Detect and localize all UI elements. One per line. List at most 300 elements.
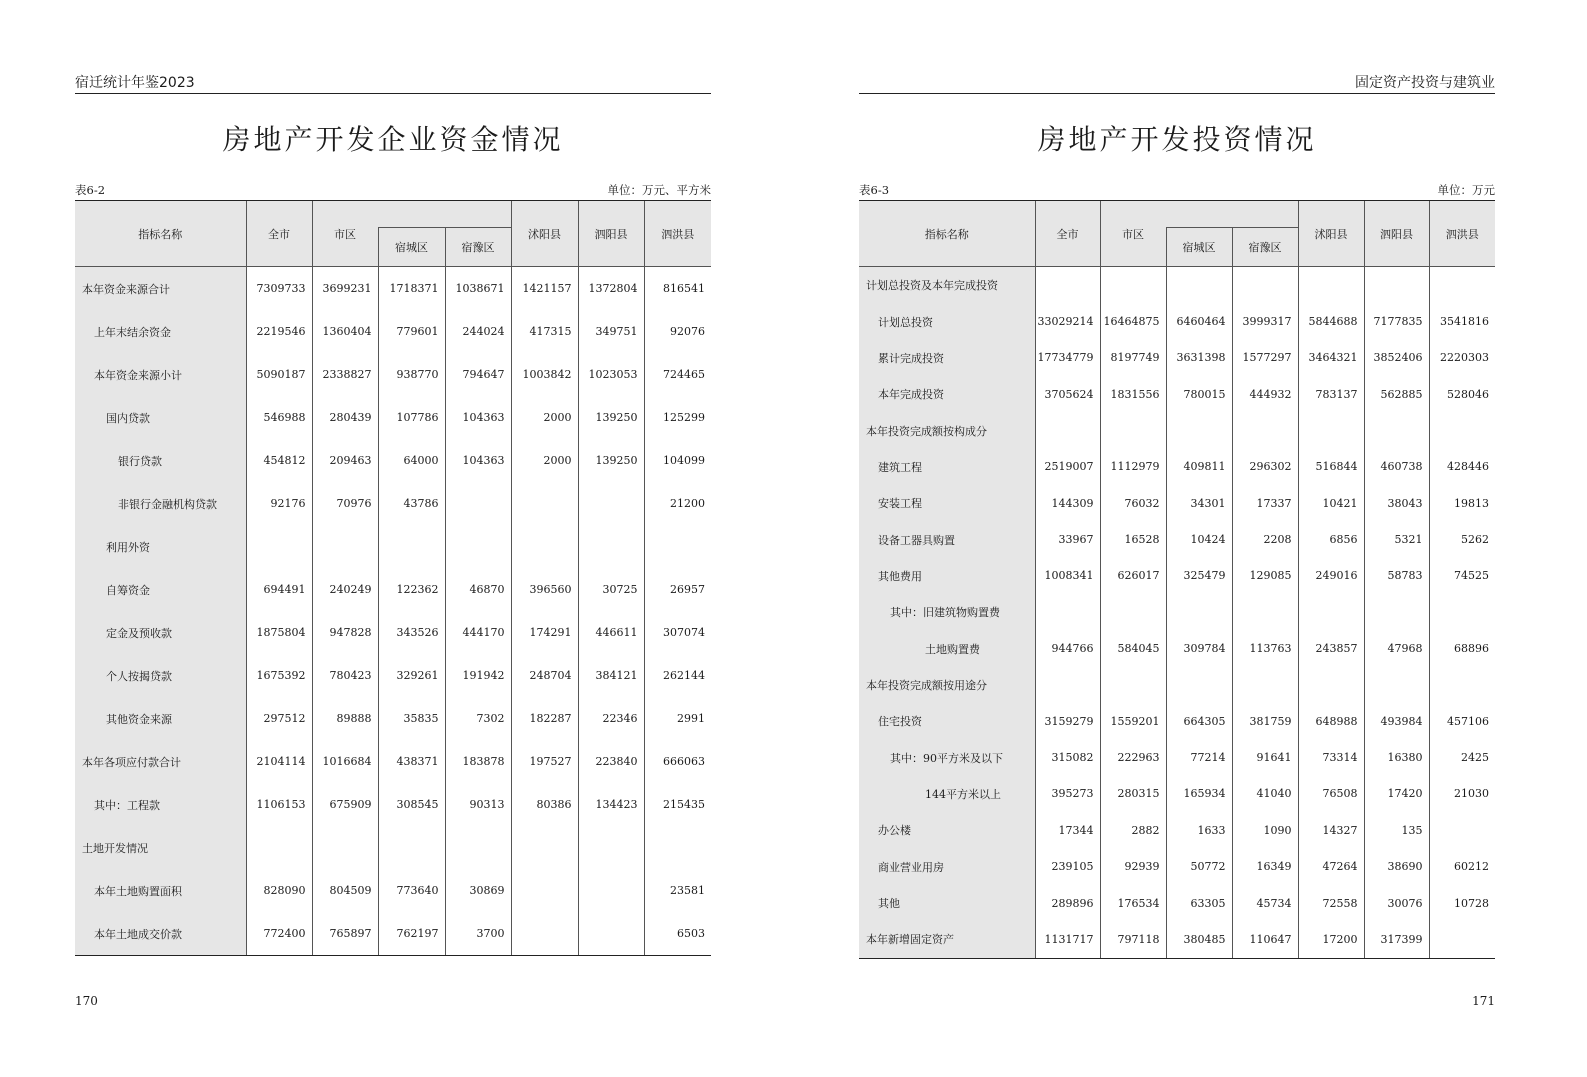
cell-value xyxy=(1166,267,1232,304)
investment-table-body xyxy=(859,267,1495,959)
table-row xyxy=(859,703,1495,739)
table-row xyxy=(859,667,1495,703)
cell-value xyxy=(1429,267,1495,304)
cell-value xyxy=(1232,594,1298,630)
cell-value: 70976 xyxy=(312,482,378,525)
cell-value: 349751 xyxy=(578,310,644,353)
table-row xyxy=(75,740,711,783)
cell-value: 528046 xyxy=(1429,376,1495,412)
cell-value xyxy=(1429,667,1495,703)
row-label: 个人按揭贷款 xyxy=(75,654,246,697)
cell-value: 30725 xyxy=(578,568,644,611)
cell-value: 209463 xyxy=(312,439,378,482)
row-label: 本年土地成交价款 xyxy=(75,912,246,956)
cell-value: 460738 xyxy=(1364,449,1429,485)
cell-value xyxy=(1035,267,1100,304)
row-label: 本年投资完成额按构成分 xyxy=(859,412,1035,448)
header-sihong: 泗洪县 xyxy=(644,201,711,267)
cell-value: 780015 xyxy=(1166,376,1232,412)
table-number: 表6-3 xyxy=(859,183,890,197)
cell-value: 50772 xyxy=(1166,849,1232,885)
cell-value xyxy=(312,525,378,568)
cell-value: 2425 xyxy=(1429,739,1495,775)
table-row xyxy=(75,826,711,869)
cell-value: 73314 xyxy=(1298,739,1364,775)
cell-value xyxy=(1298,267,1364,304)
cell-value: 1718371 xyxy=(378,267,445,311)
table-row xyxy=(75,869,711,912)
cell-value: 122362 xyxy=(378,568,445,611)
table-number: 表6-2 xyxy=(75,183,106,197)
table-row xyxy=(859,376,1495,412)
header-urban: 市区 xyxy=(1100,201,1166,267)
cell-value xyxy=(1035,667,1100,703)
cell-value: 309784 xyxy=(1166,630,1232,666)
cell-value: 17200 xyxy=(1298,921,1364,958)
cell-value: 1559201 xyxy=(1100,703,1166,739)
header-sihong: 泗洪县 xyxy=(1429,201,1495,267)
row-label: 本年土地购置面积 xyxy=(75,869,246,912)
cell-value: 91641 xyxy=(1232,739,1298,775)
cell-value xyxy=(1035,594,1100,630)
cell-value: 8197749 xyxy=(1100,340,1166,376)
cell-value: 307074 xyxy=(644,611,711,654)
cell-value: 1675392 xyxy=(246,654,312,697)
cell-value: 804509 xyxy=(312,869,378,912)
table-row xyxy=(859,267,1495,304)
cell-value: 58783 xyxy=(1364,558,1429,594)
cell-value: 675909 xyxy=(312,783,378,826)
cell-value: 182287 xyxy=(511,697,578,740)
cell-value xyxy=(511,482,578,525)
cell-value: 546988 xyxy=(246,396,312,439)
cell-value: 89888 xyxy=(312,697,378,740)
header-rule xyxy=(75,93,711,94)
cell-value: 380485 xyxy=(1166,921,1232,958)
cell-value xyxy=(1364,667,1429,703)
cell-value xyxy=(511,826,578,869)
header-suyu: 宿豫区 xyxy=(1232,228,1298,267)
cell-value: 17344 xyxy=(1035,812,1100,848)
cell-value xyxy=(1364,594,1429,630)
cell-value: 446611 xyxy=(578,611,644,654)
cell-value: 325479 xyxy=(1166,558,1232,594)
table-row xyxy=(859,412,1495,448)
row-label: 其他 xyxy=(859,885,1035,921)
table-row xyxy=(75,353,711,396)
cell-value: 2000 xyxy=(511,439,578,482)
row-label: 其他资金来源 xyxy=(75,697,246,740)
header-suchen: 宿城区 xyxy=(378,228,445,267)
table-row xyxy=(75,482,711,525)
cell-value xyxy=(1364,267,1429,304)
cell-value: 139250 xyxy=(578,439,644,482)
cell-value: 444170 xyxy=(445,611,511,654)
cell-value: 1106153 xyxy=(246,783,312,826)
cell-value: 493984 xyxy=(1364,703,1429,739)
cell-value: 222963 xyxy=(1100,739,1166,775)
cell-value: 76032 xyxy=(1100,485,1166,521)
cell-value: 45734 xyxy=(1232,885,1298,921)
cell-value: 139250 xyxy=(578,396,644,439)
cell-value: 1090 xyxy=(1232,812,1298,848)
cell-value xyxy=(1298,667,1364,703)
cell-value xyxy=(511,869,578,912)
cell-value: 240249 xyxy=(312,568,378,611)
cell-value: 3541816 xyxy=(1429,303,1495,339)
table-row xyxy=(75,267,711,311)
header-urban: 市区 xyxy=(312,201,378,267)
investment-table xyxy=(859,200,1495,959)
table-row xyxy=(859,739,1495,775)
row-label: 本年完成投资 xyxy=(859,376,1035,412)
cell-value xyxy=(644,826,711,869)
cell-value: 315082 xyxy=(1035,739,1100,775)
cell-value xyxy=(1364,412,1429,448)
running-header xyxy=(859,76,1495,94)
running-title: 固定资产投资与建筑业 xyxy=(1355,75,1495,91)
cell-value: 80386 xyxy=(511,783,578,826)
cell-value: 438371 xyxy=(378,740,445,783)
cell-value: 5262 xyxy=(1429,521,1495,557)
cell-value: 308545 xyxy=(378,783,445,826)
cell-value xyxy=(1166,594,1232,630)
running-header xyxy=(75,76,711,94)
header-shuyang: 沭阳县 xyxy=(511,201,578,267)
row-label: 144平方米以上 xyxy=(859,776,1035,812)
cell-value: 3699231 xyxy=(312,267,378,311)
cell-value: 666063 xyxy=(644,740,711,783)
row-label: 自筹资金 xyxy=(75,568,246,611)
cell-value xyxy=(246,826,312,869)
table-row xyxy=(75,439,711,482)
row-label: 非银行金融机构贷款 xyxy=(75,482,246,525)
cell-value: 5321 xyxy=(1364,521,1429,557)
row-label: 其中：旧建筑物购置费 xyxy=(859,594,1035,630)
cell-value: 6460464 xyxy=(1166,303,1232,339)
cell-value: 2219546 xyxy=(246,310,312,353)
cell-value: 1372804 xyxy=(578,267,644,311)
cell-value: 2208 xyxy=(1232,521,1298,557)
cell-value: 444932 xyxy=(1232,376,1298,412)
cell-value: 144309 xyxy=(1035,485,1100,521)
cell-value: 21030 xyxy=(1429,776,1495,812)
cell-value: 773640 xyxy=(378,869,445,912)
cell-value: 135 xyxy=(1364,812,1429,848)
row-label: 本年新增固定资产 xyxy=(859,921,1035,958)
cell-value xyxy=(578,525,644,568)
header-city: 全市 xyxy=(246,201,312,267)
cell-value xyxy=(378,525,445,568)
cell-value: 2220303 xyxy=(1429,340,1495,376)
header-city: 全市 xyxy=(1035,201,1100,267)
cell-value: 1875804 xyxy=(246,611,312,654)
header-suyu: 宿豫区 xyxy=(445,228,511,267)
cell-value: 779601 xyxy=(378,310,445,353)
cell-value: 1112979 xyxy=(1100,449,1166,485)
cell-value: 47264 xyxy=(1298,849,1364,885)
cell-value: 1003842 xyxy=(511,353,578,396)
cell-value: 2519007 xyxy=(1035,449,1100,485)
cell-value xyxy=(1429,921,1495,958)
cell-value: 516844 xyxy=(1298,449,1364,485)
table-row xyxy=(859,921,1495,958)
table-row xyxy=(859,776,1495,812)
cell-value: 76508 xyxy=(1298,776,1364,812)
funding-table-body xyxy=(75,267,711,956)
header-urban-span xyxy=(378,201,511,228)
cell-value: 289896 xyxy=(1035,885,1100,921)
cell-value: 783137 xyxy=(1298,376,1364,412)
cell-value: 104363 xyxy=(445,396,511,439)
header-siyang: 泗阳县 xyxy=(1364,201,1429,267)
cell-value: 381759 xyxy=(1232,703,1298,739)
cell-value: 457106 xyxy=(1429,703,1495,739)
cell-value: 107786 xyxy=(378,396,445,439)
cell-value xyxy=(445,482,511,525)
table-row xyxy=(859,521,1495,557)
table-row xyxy=(859,449,1495,485)
cell-value: 243857 xyxy=(1298,630,1364,666)
cell-value: 104099 xyxy=(644,439,711,482)
cell-value xyxy=(1100,267,1166,304)
table-row xyxy=(75,783,711,826)
cell-value xyxy=(1298,594,1364,630)
cell-value xyxy=(378,826,445,869)
cell-value: 16528 xyxy=(1100,521,1166,557)
row-label: 计划总投资及本年完成投资 xyxy=(859,267,1035,304)
cell-value: 90313 xyxy=(445,783,511,826)
row-label: 土地购置费 xyxy=(859,630,1035,666)
cell-value: 947828 xyxy=(312,611,378,654)
cell-value: 68896 xyxy=(1429,630,1495,666)
cell-value: 428446 xyxy=(1429,449,1495,485)
table-row xyxy=(75,525,711,568)
cell-value xyxy=(1429,594,1495,630)
header-name: 指标名称 xyxy=(75,201,246,267)
cell-value: 5090187 xyxy=(246,353,312,396)
cell-value: 317399 xyxy=(1364,921,1429,958)
table-row xyxy=(859,630,1495,666)
row-label: 办公楼 xyxy=(859,812,1035,848)
cell-value: 176534 xyxy=(1100,885,1166,921)
cell-value: 762197 xyxy=(378,912,445,956)
cell-value xyxy=(1100,594,1166,630)
cell-value: 384121 xyxy=(578,654,644,697)
row-label: 商业营业用房 xyxy=(859,849,1035,885)
cell-value: 17734779 xyxy=(1035,340,1100,376)
cell-value: 43786 xyxy=(378,482,445,525)
cell-value: 63305 xyxy=(1166,885,1232,921)
cell-value: 47968 xyxy=(1364,630,1429,666)
cell-value: 60212 xyxy=(1429,849,1495,885)
cell-value xyxy=(1100,667,1166,703)
cell-value xyxy=(578,912,644,956)
cell-value: 191942 xyxy=(445,654,511,697)
cell-value: 165934 xyxy=(1166,776,1232,812)
cell-value xyxy=(578,869,644,912)
row-label: 国内贷款 xyxy=(75,396,246,439)
cell-value xyxy=(1232,667,1298,703)
cell-value xyxy=(246,525,312,568)
row-label: 其中：90平方米及以下 xyxy=(859,739,1035,775)
row-label: 本年投资完成额按用途分 xyxy=(859,667,1035,703)
cell-value: 3631398 xyxy=(1166,340,1232,376)
cell-value: 1360404 xyxy=(312,310,378,353)
cell-value: 694491 xyxy=(246,568,312,611)
cell-value xyxy=(1429,412,1495,448)
cell-value: 262144 xyxy=(644,654,711,697)
cell-value: 10421 xyxy=(1298,485,1364,521)
cell-value: 7302 xyxy=(445,697,511,740)
row-label: 累计完成投资 xyxy=(859,340,1035,376)
cell-value: 125299 xyxy=(644,396,711,439)
table-row xyxy=(75,654,711,697)
cell-value: 3705624 xyxy=(1035,376,1100,412)
header-siyang: 泗阳县 xyxy=(578,201,644,267)
cell-value: 3999317 xyxy=(1232,303,1298,339)
cell-value: 34301 xyxy=(1166,485,1232,521)
cell-value: 17420 xyxy=(1364,776,1429,812)
table-row xyxy=(75,697,711,740)
cell-value xyxy=(1166,412,1232,448)
cell-value: 35835 xyxy=(378,697,445,740)
cell-value xyxy=(511,525,578,568)
cell-value: 16349 xyxy=(1232,849,1298,885)
cell-value: 174291 xyxy=(511,611,578,654)
cell-value: 1016684 xyxy=(312,740,378,783)
cell-value: 26957 xyxy=(644,568,711,611)
cell-value: 223840 xyxy=(578,740,644,783)
cell-value: 343526 xyxy=(378,611,445,654)
row-label: 本年各项应付款合计 xyxy=(75,740,246,783)
table-row xyxy=(75,611,711,654)
table-row xyxy=(859,594,1495,630)
cell-value: 1831556 xyxy=(1100,376,1166,412)
cell-value: 110647 xyxy=(1232,921,1298,958)
cell-value: 16464875 xyxy=(1100,303,1166,339)
cell-value: 134423 xyxy=(578,783,644,826)
cell-value: 396560 xyxy=(511,568,578,611)
cell-value xyxy=(445,525,511,568)
cell-value: 664305 xyxy=(1166,703,1232,739)
cell-value: 113763 xyxy=(1232,630,1298,666)
cell-value: 41040 xyxy=(1232,776,1298,812)
cell-value: 244024 xyxy=(445,310,511,353)
cell-value: 19813 xyxy=(1429,485,1495,521)
cell-value: 10424 xyxy=(1166,521,1232,557)
table-row xyxy=(859,485,1495,521)
row-label: 其中：工程款 xyxy=(75,783,246,826)
cell-value: 5844688 xyxy=(1298,303,1364,339)
header-name: 指标名称 xyxy=(859,201,1035,267)
cell-value xyxy=(312,826,378,869)
cell-value xyxy=(578,482,644,525)
cell-value: 626017 xyxy=(1100,558,1166,594)
row-label: 本年资金来源合计 xyxy=(75,267,246,311)
cell-value: 828090 xyxy=(246,869,312,912)
header-rule xyxy=(859,93,1495,94)
cell-value: 1577297 xyxy=(1232,340,1298,376)
cell-value: 7309733 xyxy=(246,267,312,311)
header-shuyang: 沭阳县 xyxy=(1298,201,1364,267)
row-label: 安装工程 xyxy=(859,485,1035,521)
cell-value: 16380 xyxy=(1364,739,1429,775)
cell-value: 780423 xyxy=(312,654,378,697)
cell-value: 280315 xyxy=(1100,776,1166,812)
cell-value: 72558 xyxy=(1298,885,1364,921)
cell-value xyxy=(644,525,711,568)
cell-value xyxy=(1035,412,1100,448)
cell-value: 3464321 xyxy=(1298,340,1364,376)
cell-value: 2338827 xyxy=(312,353,378,396)
cell-value xyxy=(1232,267,1298,304)
cell-value: 584045 xyxy=(1100,630,1166,666)
cell-value: 23581 xyxy=(644,869,711,912)
cell-value: 3700 xyxy=(445,912,511,956)
table-row xyxy=(75,568,711,611)
table-row xyxy=(859,340,1495,376)
cell-value: 6856 xyxy=(1298,521,1364,557)
row-label: 土地开发情况 xyxy=(75,826,246,869)
cell-value xyxy=(511,912,578,956)
left-page xyxy=(75,0,711,1077)
row-label: 计划总投资 xyxy=(859,303,1035,339)
cell-value: 1038671 xyxy=(445,267,511,311)
cell-value: 30076 xyxy=(1364,885,1429,921)
cell-value: 417315 xyxy=(511,310,578,353)
table-row xyxy=(859,303,1495,339)
row-label: 上年末结余资金 xyxy=(75,310,246,353)
cell-value xyxy=(1100,412,1166,448)
cell-value xyxy=(1429,812,1495,848)
funding-table xyxy=(75,200,711,956)
cell-value: 21200 xyxy=(644,482,711,525)
cell-value: 17337 xyxy=(1232,485,1298,521)
cell-value: 280439 xyxy=(312,396,378,439)
cell-value: 724465 xyxy=(644,353,711,396)
row-label: 银行贷款 xyxy=(75,439,246,482)
cell-value: 772400 xyxy=(246,912,312,956)
cell-value: 64000 xyxy=(378,439,445,482)
cell-value: 249016 xyxy=(1298,558,1364,594)
cell-value xyxy=(1298,412,1364,448)
page-number: 171 xyxy=(1472,994,1495,1008)
row-label: 建筑工程 xyxy=(859,449,1035,485)
page-title: 房地产开发企业资金情况 xyxy=(222,123,564,156)
table-row xyxy=(859,812,1495,848)
cell-value: 1023053 xyxy=(578,353,644,396)
cell-value: 10728 xyxy=(1429,885,1495,921)
cell-value: 648988 xyxy=(1298,703,1364,739)
page-title: 房地产开发投资情况 xyxy=(1037,123,1317,156)
cell-value: 297512 xyxy=(246,697,312,740)
row-label: 其他费用 xyxy=(859,558,1035,594)
cell-value: 395273 xyxy=(1035,776,1100,812)
header-suchen: 宿城区 xyxy=(1166,228,1232,267)
row-label: 设备工器具购置 xyxy=(859,521,1035,557)
cell-value: 2104114 xyxy=(246,740,312,783)
cell-value: 38043 xyxy=(1364,485,1429,521)
cell-value: 1633 xyxy=(1166,812,1232,848)
cell-value: 794647 xyxy=(445,353,511,396)
cell-value: 239105 xyxy=(1035,849,1100,885)
cell-value: 46870 xyxy=(445,568,511,611)
cell-value: 92939 xyxy=(1100,849,1166,885)
cell-value: 296302 xyxy=(1232,449,1298,485)
cell-value: 92076 xyxy=(644,310,711,353)
cell-value: 329261 xyxy=(378,654,445,697)
